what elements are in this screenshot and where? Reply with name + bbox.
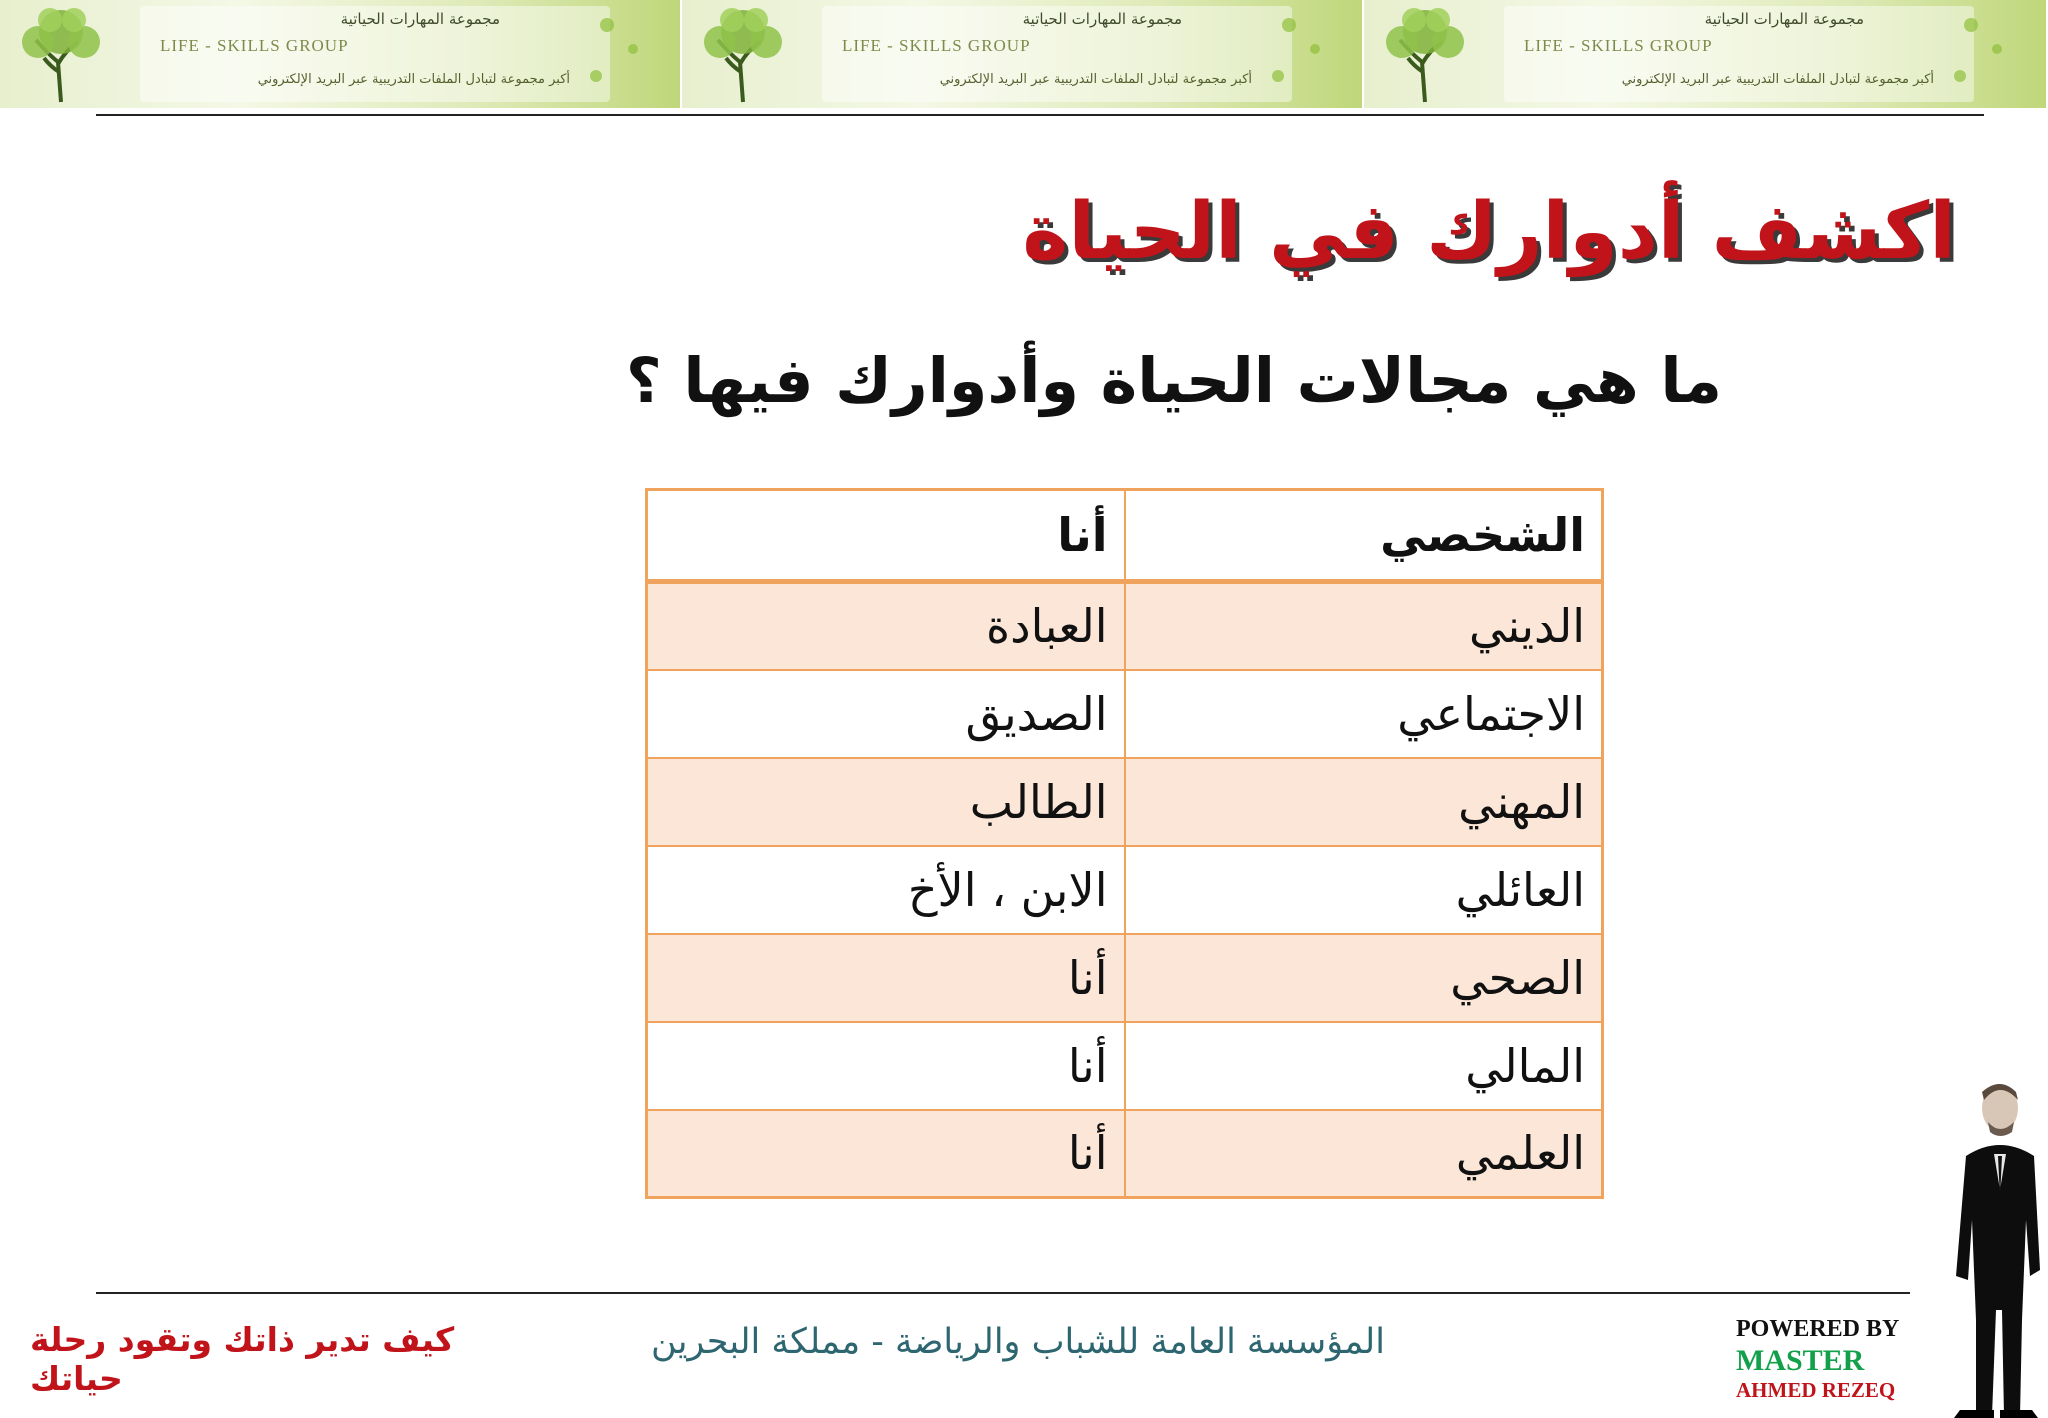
life-roles-table bbox=[645, 488, 1604, 1199]
decor-dot bbox=[1992, 44, 2002, 54]
header-role-cell: أنا bbox=[647, 490, 1125, 582]
decor-dot bbox=[1282, 18, 1296, 32]
table-row bbox=[647, 846, 1603, 934]
table-row bbox=[647, 670, 1603, 758]
footer-course-title: كيف تدير ذاتك وتقود رحلة حياتك bbox=[30, 1320, 455, 1398]
role-cell: الصديق bbox=[647, 670, 1125, 758]
banner-title-ar: مجموعة المهارات الحياتية bbox=[1022, 10, 1182, 28]
author-label: AHMED REZEQ bbox=[1736, 1378, 1896, 1403]
header-banner bbox=[0, 0, 2048, 108]
footer-organization: المؤسسة العامة للشباب والرياضة - مملكة البحرين bbox=[651, 1322, 1385, 1362]
banner-tile bbox=[1364, 0, 2046, 108]
table-header-row bbox=[647, 490, 1603, 582]
decor-dot bbox=[1954, 70, 1966, 82]
tree-logo-icon bbox=[688, 2, 798, 106]
master-label: MASTER bbox=[1736, 1343, 1865, 1377]
domain-cell: المهني bbox=[1125, 758, 1603, 846]
slide-question: ما هي مجالات الحياة وأدوارك فيها ؟ bbox=[625, 344, 1722, 417]
domain-cell: المالي bbox=[1125, 1022, 1603, 1110]
tree-logo-icon bbox=[6, 2, 116, 106]
role-cell: أنا bbox=[647, 1110, 1125, 1198]
top-divider bbox=[96, 114, 1984, 116]
table-row bbox=[647, 758, 1603, 846]
header-domain-cell: الشخصي bbox=[1125, 490, 1603, 582]
businessman-silhouette-icon bbox=[1936, 1070, 2048, 1418]
banner-title-en: LIFE - SKILLS GROUP bbox=[160, 36, 349, 55]
domain-cell: العائلي bbox=[1125, 846, 1603, 934]
role-cell: العبادة bbox=[647, 582, 1125, 670]
table-row bbox=[647, 934, 1603, 1022]
table-row bbox=[647, 582, 1603, 670]
banner-title-ar: مجموعة المهارات الحياتية bbox=[340, 10, 500, 28]
banner-tile bbox=[682, 0, 1364, 108]
domain-cell: الديني bbox=[1125, 582, 1603, 670]
banner-title-ar: مجموعة المهارات الحياتية bbox=[1704, 10, 1864, 28]
decor-dot bbox=[628, 44, 638, 54]
decor-dot bbox=[1310, 44, 1320, 54]
role-cell: أنا bbox=[647, 934, 1125, 1022]
table-row bbox=[647, 1110, 1603, 1198]
tree-logo-icon bbox=[1370, 2, 1480, 106]
domain-cell: الاجتماعي bbox=[1125, 670, 1603, 758]
banner-title-en: LIFE - SKILLS GROUP bbox=[1524, 36, 1713, 55]
powered-by-label: POWERED BY bbox=[1736, 1316, 1900, 1342]
decor-dot bbox=[600, 18, 614, 32]
bottom-divider bbox=[96, 1292, 1910, 1294]
decor-dot bbox=[590, 70, 602, 82]
domain-cell: الصحي bbox=[1125, 934, 1603, 1022]
powered-by-block bbox=[1736, 1316, 1936, 1402]
banner-subtitle-ar: أكبر مجموعة لتبادل الملفات التدريبية عبر البريد الإلكتروني bbox=[939, 72, 1252, 87]
banner-subtitle-ar: أكبر مجموعة لتبادل الملفات التدريبية عبر البريد الإلكتروني bbox=[1621, 72, 1934, 87]
role-cell: الابن ، الأخ bbox=[647, 846, 1125, 934]
decor-dot bbox=[1964, 18, 1978, 32]
role-cell: الطالب bbox=[647, 758, 1125, 846]
table-row bbox=[647, 1022, 1603, 1110]
banner-tile bbox=[0, 0, 682, 108]
banner-subtitle-ar: أكبر مجموعة لتبادل الملفات التدريبية عبر البريد الإلكتروني bbox=[257, 72, 570, 87]
decor-dot bbox=[1272, 70, 1284, 82]
slide-title: اكشف أدوارك في الحياة bbox=[1022, 187, 1956, 277]
domain-cell: العلمي bbox=[1125, 1110, 1603, 1198]
role-cell: أنا bbox=[647, 1022, 1125, 1110]
banner-title-en: LIFE - SKILLS GROUP bbox=[842, 36, 1031, 55]
